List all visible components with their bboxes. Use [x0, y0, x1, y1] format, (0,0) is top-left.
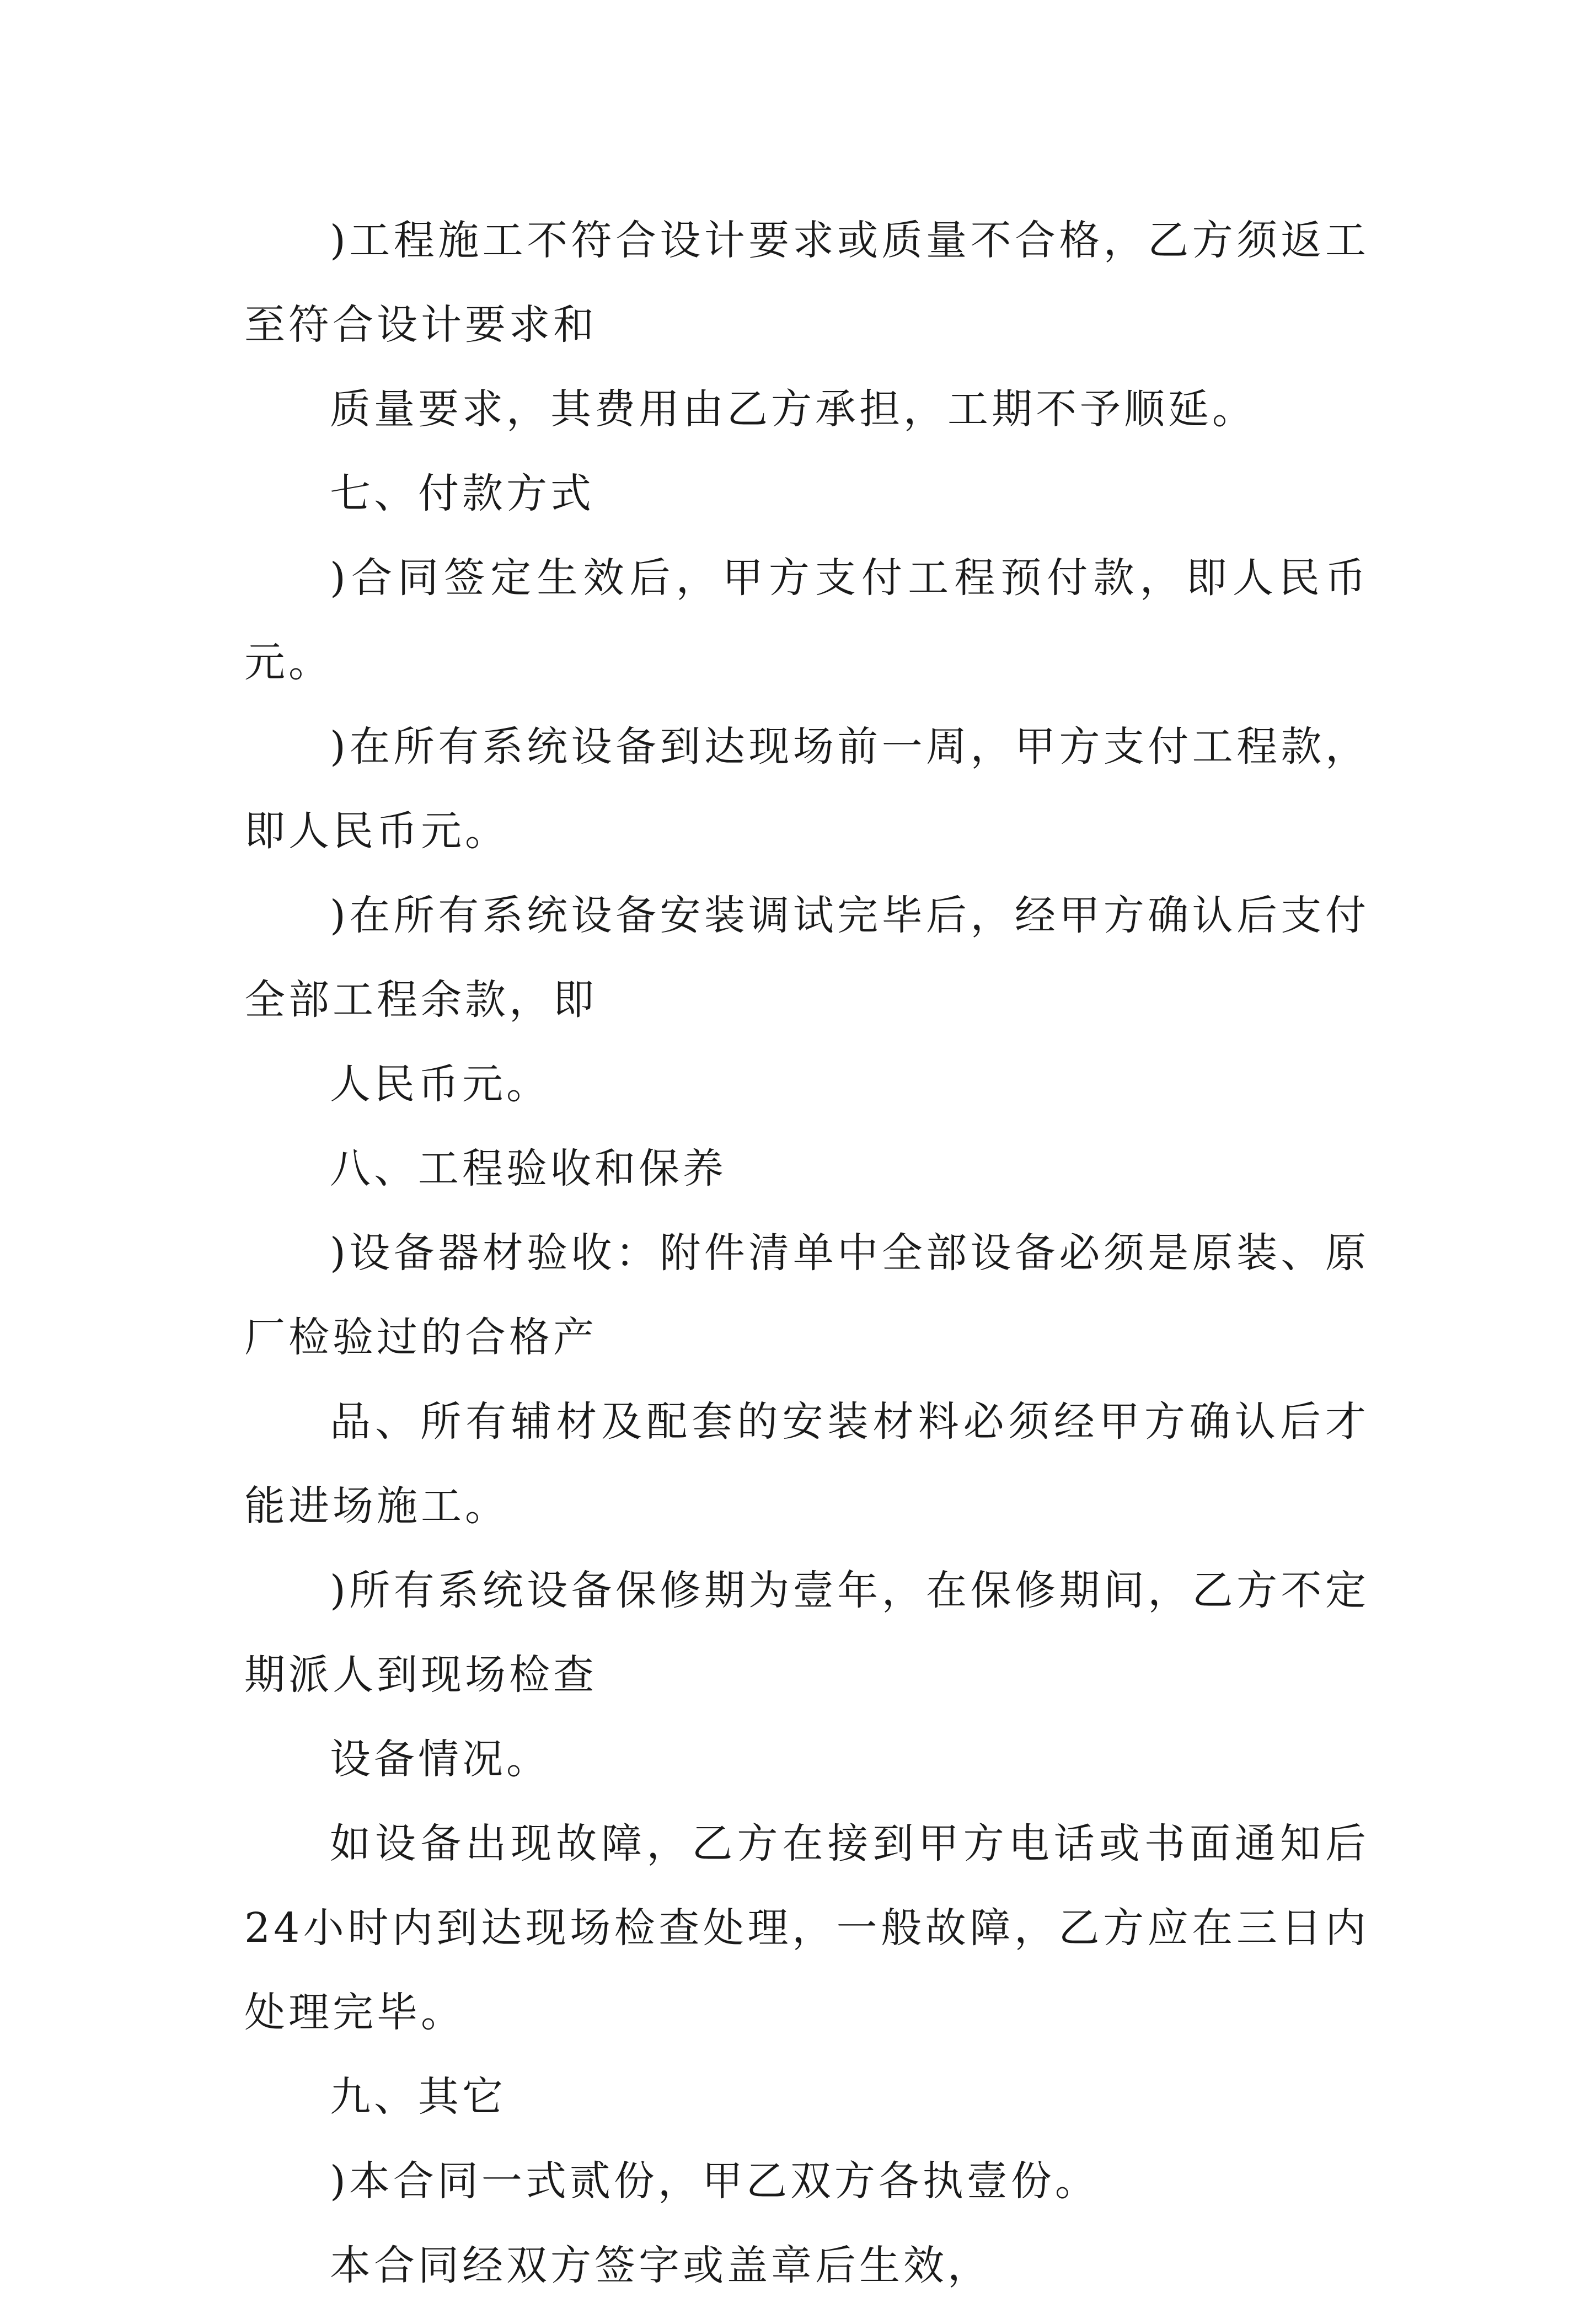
section-heading-payment: 七、付款方式 — [330, 470, 595, 517]
paragraph-equipment-acceptance: )设备器材验收：附件清单中全部设备必须是原装、原厂检验过的合格产 — [244, 1229, 1369, 1361]
paragraph-fault-handling: 如设备出现故障，乙方在接到甲方电话或书面通知后24小时内到达现场检查处理，一般故障，乙方应在三日内处理完毕。 — [244, 1820, 1369, 2036]
paragraph-final-payment: )在所有系统设备安装调试完毕后，经甲方确认后支付全部工程余款，即 — [244, 892, 1369, 1024]
section-heading-acceptance: 八、工程验收和保养 — [330, 1145, 727, 1192]
paragraph-final-payment-amount: 人民币元。 — [330, 1061, 550, 1108]
paragraph-rework-cost: 质量要求，其费用由乙方承担，工期不予顺延。 — [330, 385, 1256, 433]
paragraph-equipment-payment: )在所有系统设备到达现场前一周，甲方支付工程款，即人民币元。 — [244, 723, 1369, 855]
paragraph-materials-approval: 品、所有辅材及配套的安装材料必须经甲方确认后才能进场施工。 — [244, 1398, 1369, 1530]
paragraph-advance-payment: )合同签定生效后，甲方支付工程预付款，即人民币元。 — [244, 554, 1369, 686]
section-heading-other: 九、其它 — [330, 2073, 506, 2120]
paragraph-effective: 本合同经双方签字或盖章后生效， — [330, 2242, 992, 2289]
paragraph-warranty-inspection: 设备情况。 — [330, 1736, 550, 1783]
paragraph-warranty: )所有系统设备保修期为壹年，在保修期间，乙方不定期派人到现场检查 — [244, 1567, 1369, 1699]
paragraph-copies: )本合同一式贰份，甲乙双方各执壹份。 — [330, 2157, 1099, 2205]
document-body — [244, 199, 1369, 2308]
paragraph-rework-clause: )工程施工不符合设计要求或质量不合格，乙方须返工至符合设计要求和 — [244, 217, 1369, 349]
